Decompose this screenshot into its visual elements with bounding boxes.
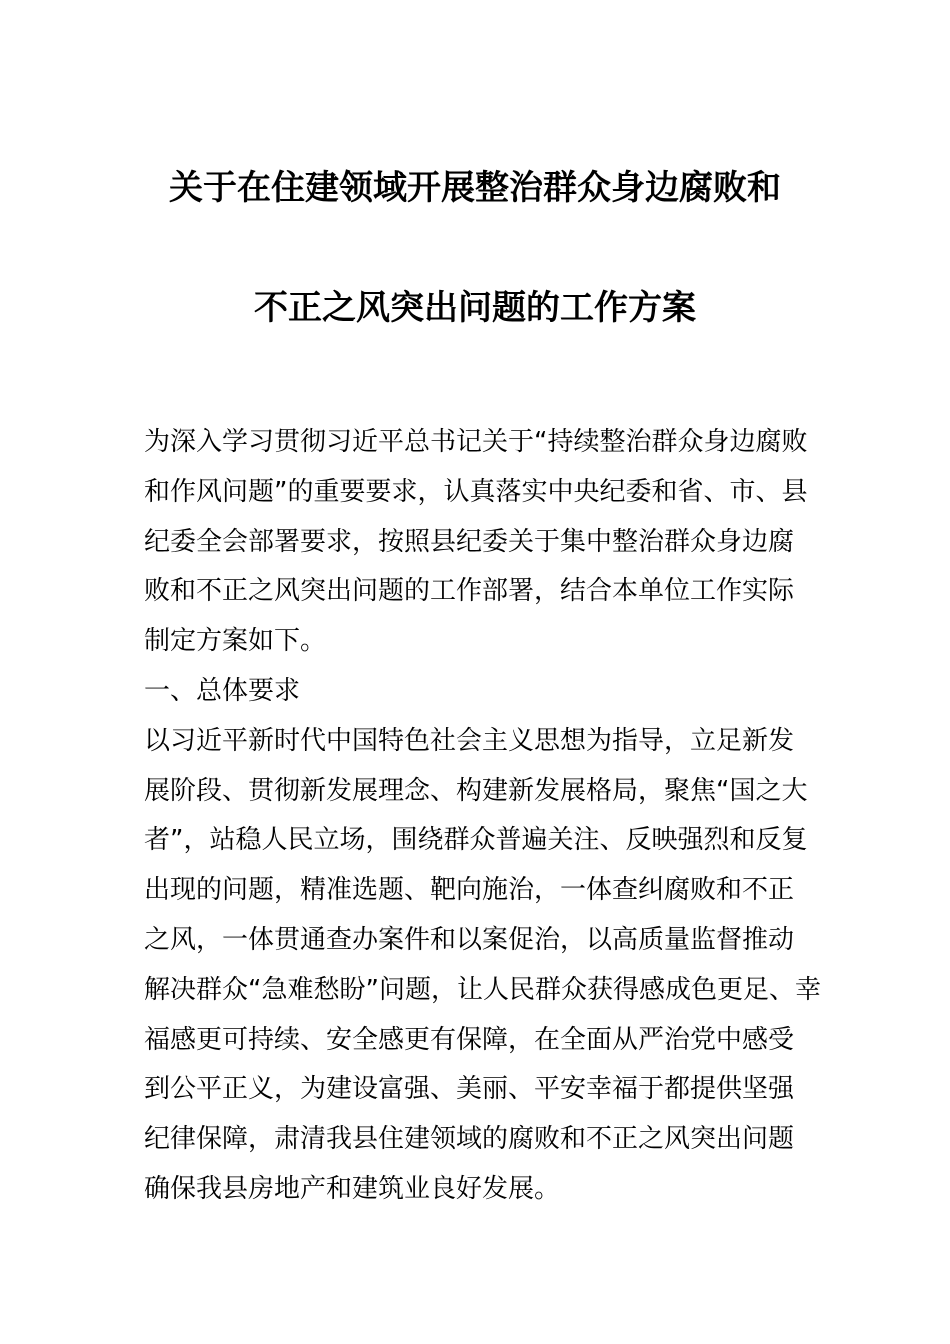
paragraph-line: 为深入学习贯彻习近平总书记关于“持续整治群众身边腐败 bbox=[144, 427, 808, 457]
paragraph-line: 纪委全会部署要求，按照县纪委关于集中整治群众身边腐 bbox=[144, 526, 795, 557]
paragraph-line: 纪律保障，肃清我县住建领域的腐败和不正之风突出问题 bbox=[144, 1124, 795, 1155]
paragraph-line: 出现的问题，精准选题、靶向施治，一体查纠腐败和不正 bbox=[144, 875, 795, 906]
paragraph-line: 解决群众“急难愁盼”问题，让人民群众获得感成色更足、幸 bbox=[144, 974, 821, 1005]
paragraph-line: 以习近平新时代中国特色社会主义思想为指导，立足新发 bbox=[144, 725, 795, 756]
document-title-line-2: 不正之风突出问题的工作方案 bbox=[254, 288, 696, 328]
paragraph-line: 到公平正义，为建设富强、美丽、平安幸福于都提供坚强 bbox=[144, 1074, 795, 1105]
paragraph-line: 确保我县房地产和建筑业良好发展。 bbox=[144, 1173, 561, 1204]
paragraph-line: 之风，一体贯通查办案件和以案促治，以高质量监督推动 bbox=[144, 924, 795, 955]
paragraph-line: 福感更可持续、安全感更有保障，在全面从严治党中感受 bbox=[144, 1024, 795, 1055]
paragraph-line: 败和不正之风突出问题的工作部署，结合本单位工作实际 bbox=[144, 576, 795, 607]
document-body bbox=[144, 418, 821, 1215]
paragraph-line: 展阶段、贯彻新发展理念、构建新发展格局，聚焦“国之大 bbox=[144, 775, 808, 806]
document-title-line-1: 关于在住建领域开展整治群众身边腐败和 bbox=[169, 168, 781, 208]
section-heading: 一、总体要求 bbox=[144, 675, 301, 706]
paragraph-line: 和作风问题”的重要要求，认真落实中央纪委和省、市、县 bbox=[144, 476, 808, 507]
paragraph-line: 制定方案如下。 bbox=[144, 626, 327, 657]
paragraph-line: 者”，站稳人民立场，围绕群众普遍关注、反映强烈和反复 bbox=[144, 825, 808, 856]
